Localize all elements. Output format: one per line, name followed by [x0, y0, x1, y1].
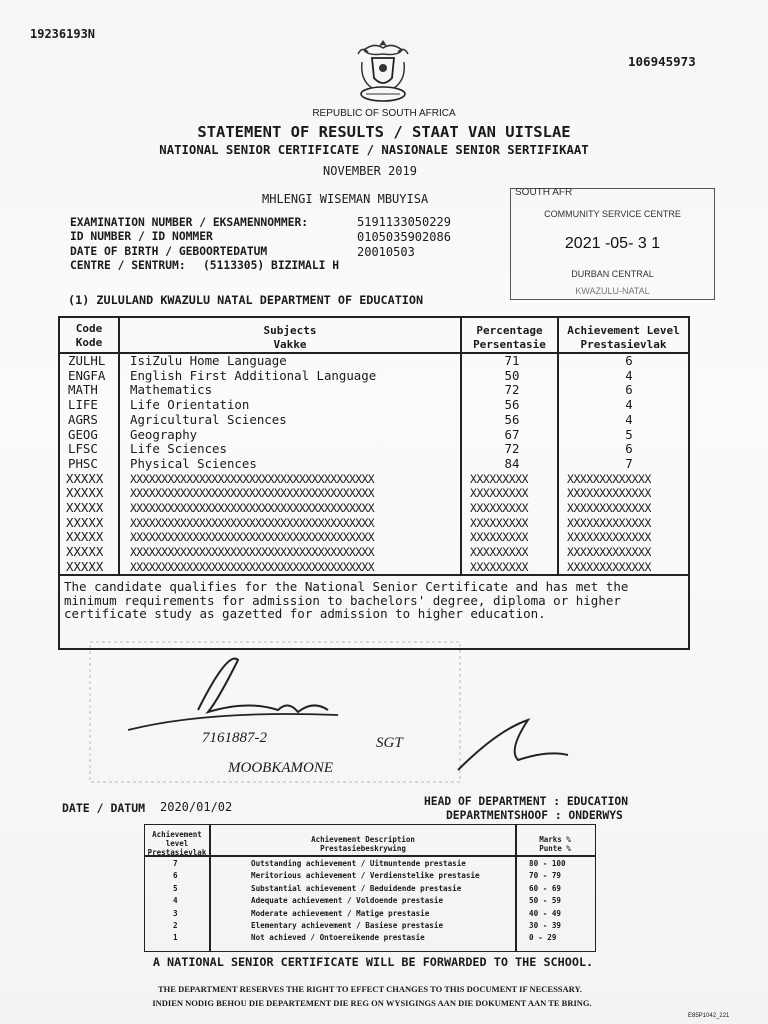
- results-table: [58, 316, 690, 650]
- stamp-top: SOUTH AFR: [515, 187, 573, 198]
- scale-level: 1: [173, 933, 178, 943]
- subject-code: LIFE: [68, 397, 98, 413]
- subject-name: Geography: [130, 426, 198, 442]
- subject-name: Physical Sciences: [130, 455, 257, 471]
- subject-level: 7: [625, 455, 633, 471]
- id-number-value: 0105035902086: [357, 230, 451, 244]
- subject-name: Mathematics: [130, 382, 213, 398]
- scale-marks: 70 - 79: [529, 871, 562, 881]
- subject-code: GEOG: [68, 426, 98, 442]
- blank-result-row: [60, 486, 688, 501]
- scale-marks: 50 - 59: [529, 896, 562, 906]
- scale-marks: 60 - 69: [529, 883, 562, 893]
- serial-number-left: 19236193N: [30, 27, 96, 41]
- filler-subject: XXXXXXXXXXXXXXXXXXXXXXXXXXXXXXXXXXXXXXX: [130, 471, 375, 486]
- filler-percentage: XXXXXXXXX: [470, 515, 529, 530]
- republic-label: REPUBLIC OF SOUTH AFRICA: [312, 108, 456, 119]
- filler-level: XXXXXXXXXXXXX: [567, 471, 651, 486]
- blank-result-row: [60, 472, 688, 487]
- date-value: 2020/01/02: [160, 800, 233, 814]
- scale-row: [145, 908, 593, 920]
- header-code: Code Kode: [75, 322, 103, 349]
- scale-row: [145, 920, 593, 932]
- subject-level: 4: [625, 397, 633, 413]
- subject-code: LFSC: [68, 441, 98, 457]
- blank-result-row: [60, 516, 688, 531]
- subject-percentage: 56: [504, 397, 520, 413]
- subject-percentage: 71: [504, 353, 520, 368]
- result-row: [60, 369, 688, 384]
- qualification-statement: The candidate qualifies for the National Senior Certificate and has met the minimum requirements for admission to bachelors' degree, diploma or higher certificate study as gazetted for admission to higher education.: [64, 579, 629, 621]
- subject-name: IsiZulu Home Language: [130, 353, 287, 368]
- subject-code: ENGFA: [68, 367, 106, 383]
- date-label: DATE / DATUM: [62, 801, 146, 815]
- subject-code: ZULHL: [68, 353, 106, 368]
- candidate-name: MHLENGI WISEMAN MBUYISA: [262, 192, 429, 206]
- subject-percentage: 72: [504, 441, 520, 457]
- achievement-scale-table: [144, 824, 596, 952]
- header-subjects: Subjects Vakke: [263, 324, 317, 351]
- result-row: [60, 428, 688, 443]
- scale-marks: 80 - 100: [529, 859, 566, 868]
- filler-percentage: XXXXXXXXX: [470, 545, 529, 560]
- scale-level: 6: [173, 871, 178, 881]
- blank-result-row: [60, 530, 688, 545]
- head-of-department-af: DEPARTMENTSHOOF : ONDERWYS: [446, 809, 623, 822]
- result-row: [60, 413, 688, 428]
- certificate-notice: A NATIONAL SENIOR CERTIFICATE WILL BE FORWARDED TO THE SCHOOL.: [152, 955, 594, 969]
- filler-level: XXXXXXXXXXXXX: [567, 530, 651, 545]
- scale-marks: 40 - 49: [529, 908, 562, 918]
- filler-code: XXXXX: [66, 558, 104, 574]
- subject-code: PHSC: [68, 455, 98, 471]
- scale-header-description: Achievement Description Prestasiebeskrywing: [311, 835, 415, 853]
- filler-code: XXXXX: [66, 529, 104, 545]
- scale-row: [145, 870, 593, 882]
- result-row: [60, 383, 688, 398]
- subject-code: MATH: [68, 382, 98, 398]
- exam-number-value: 5191133050229: [357, 215, 451, 229]
- scale-description: Outstanding achievement / Uitmuntende prestasie: [251, 859, 466, 868]
- blank-result-row: [60, 545, 688, 560]
- scale-header-level: Achievement level Prestasievlak: [147, 830, 207, 857]
- document-title: STATEMENT OF RESULTS / STAAT VAN UITSLAE: [197, 123, 571, 141]
- filler-percentage: XXXXXXXXX: [470, 486, 529, 501]
- scale-description: Not achieved / Ontoereikende prestasie: [251, 933, 425, 943]
- filler-level: XXXXXXXXXXXXX: [567, 501, 651, 515]
- filler-level: XXXXXXXXXXXXX: [567, 515, 651, 530]
- subject-level: 6: [625, 441, 633, 457]
- subject-level: 5: [625, 426, 633, 442]
- filler-code: XXXXX: [66, 514, 104, 530]
- result-row: [60, 442, 688, 457]
- reserve-rights-af: INDIEN NODIG BEHOU DIE DEPARTEMENT DIE REG ON WYSIGINGS AAN DIE DOKUMENT AAN TE BRING.: [152, 998, 592, 1008]
- subject-level: 6: [625, 353, 633, 368]
- result-row: [60, 398, 688, 413]
- scale-row: [145, 858, 593, 870]
- handwritten-note-2: SGT: [376, 735, 403, 751]
- reserve-rights-en: THE DEPARTMENT RESERVES THE RIGHT TO EFFECT CHANGES TO THIS DOCUMENT IF NECESSARY.: [158, 984, 582, 994]
- subject-name: Agricultural Sciences: [130, 411, 287, 427]
- scale-description: Elementary achievement / Basiese prestasie: [251, 921, 444, 930]
- scale-level: 7: [173, 859, 178, 868]
- exam-number-label: EXAMINATION NUMBER / EKSAMENNOMMER:: [70, 216, 309, 229]
- filler-code: XXXXX: [66, 470, 104, 486]
- blank-result-row: [60, 501, 688, 516]
- filler-percentage: XXXXXXXXX: [470, 530, 529, 545]
- filler-percentage: XXXXXXXXX: [470, 501, 529, 515]
- result-row: [60, 354, 688, 369]
- scale-level: 2: [173, 921, 178, 930]
- filler-subject: XXXXXXXXXXXXXXXXXXXXXXXXXXXXXXXXXXXXXXX: [130, 515, 375, 530]
- centre-value: (5113305) BIZIMALI H: [203, 259, 340, 272]
- filler-level: XXXXXXXXXXXXX: [567, 486, 651, 501]
- filler-level: XXXXXXXXXXXXX: [567, 545, 651, 560]
- department-name: (1) ZULULAND KWAZULU NATAL DEPARTMENT OF EDUCATION: [68, 293, 424, 307]
- header-achievement-level: Achievement Level Prestasievlak: [567, 324, 680, 351]
- blank-result-row: [60, 560, 688, 575]
- filler-subject: XXXXXXXXXXXXXXXXXXXXXXXXXXXXXXXXXXXXXXX: [130, 559, 375, 574]
- subject-percentage: 72: [504, 382, 520, 398]
- subject-level: 6: [625, 382, 633, 398]
- scale-level: 3: [173, 908, 178, 918]
- subject-name: Life Sciences: [130, 441, 227, 457]
- result-row: [60, 457, 688, 472]
- stamp-province: KWAZULU-NATAL: [575, 286, 650, 296]
- scale-marks: 30 - 39: [529, 921, 562, 930]
- form-code: E85P1042_221: [688, 1013, 730, 1019]
- subject-percentage: 67: [504, 426, 520, 442]
- serial-number-right: 106945973: [628, 54, 696, 69]
- scale-row: [145, 932, 593, 944]
- scale-level: 5: [173, 883, 178, 893]
- exam-session: NOVEMBER 2019: [323, 164, 417, 178]
- stamp-place: DURBAN CENTRAL: [571, 269, 654, 279]
- date-of-birth-label: DATE OF BIRTH / GEBOORTEDATUM: [70, 245, 268, 258]
- subject-name: Life Orientation: [130, 397, 250, 413]
- scale-marks: 0 - 29: [529, 933, 557, 943]
- subject-level: 4: [625, 367, 633, 383]
- filler-code: XXXXX: [66, 485, 104, 501]
- scale-description: Meritorious achievement / Verdienstelike prestasie: [251, 871, 480, 881]
- certification-stamp: [510, 188, 715, 300]
- subject-percentage: 84: [504, 455, 520, 471]
- coat-of-arms-icon: [354, 36, 412, 104]
- scale-level: 4: [173, 896, 178, 906]
- scale-description: Moderate achievement / Matige prestasie: [251, 908, 430, 918]
- filler-subject: XXXXXXXXXXXXXXXXXXXXXXXXXXXXXXXXXXXXXXX: [130, 545, 375, 560]
- signature-area: [88, 640, 648, 800]
- subject-level: 4: [625, 411, 633, 427]
- head-of-department-en: HEAD OF DEPARTMENT : EDUCATION: [424, 795, 629, 808]
- scale-header-marks: Marks % Punte %: [539, 835, 571, 853]
- subject-code: AGRS: [68, 411, 98, 427]
- id-number-label: ID NUMBER / ID NOMMER: [70, 230, 213, 243]
- filler-percentage: XXXXXXXXX: [470, 471, 529, 486]
- filler-subject: XXXXXXXXXXXXXXXXXXXXXXXXXXXXXXXXXXXXXXX: [130, 486, 375, 501]
- filler-percentage: XXXXXXXXX: [470, 559, 529, 574]
- scale-description: Adequate achievement / Voldoende prestasie: [251, 896, 444, 906]
- stamp-office: COMMUNITY SERVICE CENTRE: [544, 209, 681, 219]
- filler-subject: XXXXXXXXXXXXXXXXXXXXXXXXXXXXXXXXXXXXXXX: [130, 530, 375, 545]
- scale-row: [145, 895, 593, 907]
- subject-percentage: 56: [504, 411, 520, 427]
- handwritten-note-1: 7161887-2: [202, 730, 267, 746]
- date-of-birth-value: 20010503: [357, 245, 415, 259]
- scale-description: Substantial achievement / Beduidende prestasie: [251, 883, 462, 893]
- filler-code: XXXXX: [66, 500, 104, 515]
- stamp-date: 2021 -05- 3 1: [564, 235, 661, 252]
- filler-subject: XXXXXXXXXXXXXXXXXXXXXXXXXXXXXXXXXXXXXXX: [130, 501, 375, 515]
- document-subtitle: NATIONAL SENIOR CERTIFICATE / NASIONALE SENIOR SERTIFIKAAT: [159, 143, 589, 157]
- filler-level: XXXXXXXXXXXXX: [567, 559, 651, 574]
- handwritten-note-3: MOOBKAMONE: [228, 760, 333, 776]
- subject-percentage: 50: [504, 367, 520, 383]
- centre-label: CENTRE / SENTRUM:: [70, 259, 186, 272]
- header-percentage: Percentage Persentasie: [473, 324, 546, 351]
- filler-code: XXXXX: [66, 544, 104, 560]
- scale-row: [145, 883, 593, 895]
- subject-name: English First Additional Language: [130, 367, 377, 383]
